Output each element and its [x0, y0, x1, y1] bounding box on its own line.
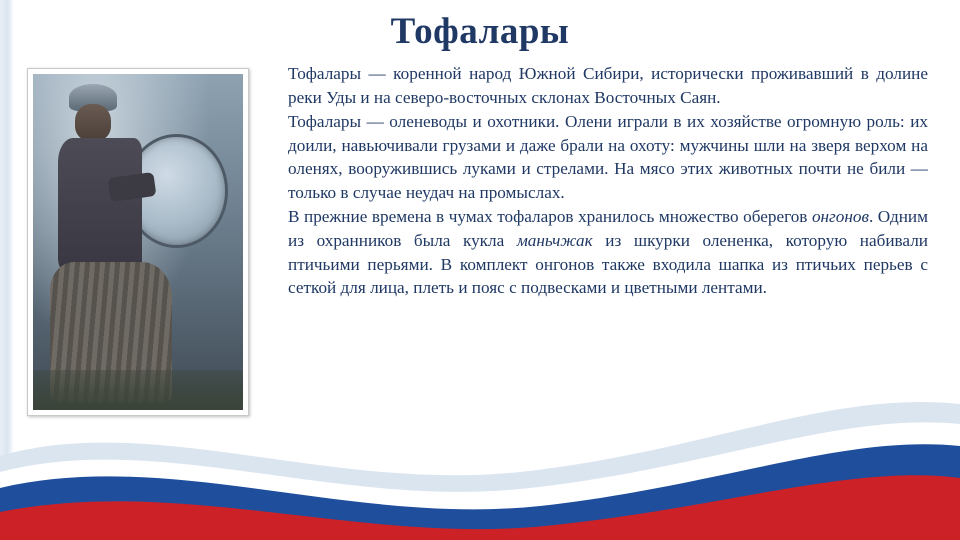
- head-shape: [75, 104, 111, 141]
- body-shape: [58, 138, 142, 272]
- paragraph-2: [288, 110, 928, 204]
- body-text: [288, 62, 928, 300]
- paragraph-3-run-1: В прежние времена в чумах тофаларов хранилось множество оберегов: [288, 207, 812, 227]
- paragraph-1: [288, 62, 928, 109]
- paragraph-3-run-5: из шкурки олененка, которую набивали птичьими перьями. В комплект онгонов также входила шапка из птичьих перьев с сеткой для лица, плеть и пояс с подвесками и цветными лентами.: [288, 230, 928, 298]
- paragraph-1-run-1: Тофалары — коренной народ Южной Сибири, исторически проживавший в долине реки Уды и на северо-восточных склонах Восточных Саян.: [288, 64, 928, 107]
- paragraph-2-run-1: Тофалары — оленеводы и охотники. Олени играли в их хозяйстве огромную роль: их доили, навьючивали грузами и даже брали на охоту: мужчины шли на зверя верхом на оленях, вооружившись луками и стрелами. На мясо этих животных почти не били — только в случае неудач на промыслах.: [288, 112, 928, 202]
- decorative-wave: [0, 360, 960, 540]
- page-title: Тофалары: [390, 11, 570, 52]
- term-manchzhak: маньчжак: [516, 230, 593, 250]
- paragraph-3-run-3: . Одним из охранников была кукла: [288, 207, 928, 250]
- paragraph-3: [288, 205, 928, 299]
- wave-svg: [0, 360, 960, 540]
- term-ongony: онгонов: [811, 207, 869, 227]
